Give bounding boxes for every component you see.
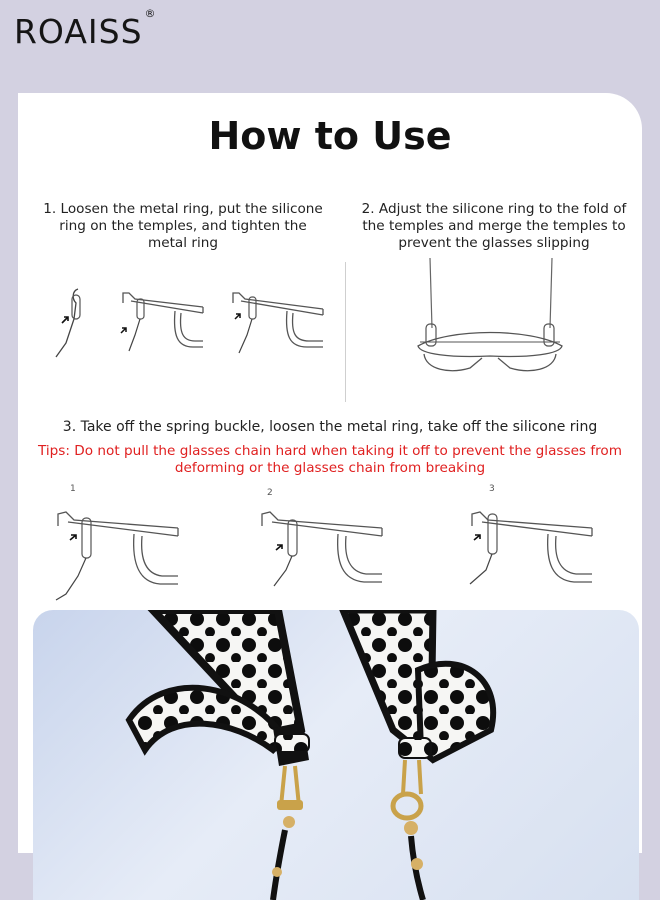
brand-logo [14,7,157,51]
step-3-label-3: 3 [489,484,495,494]
step-1-illustration-a [50,285,90,360]
step-1-text: 1. Loosen the metal ring, put the silicone ring on the temples, and tighten the metal ring [43,201,323,251]
tips-warning: Tips: Do not pull the glasses chain hard when taking it off to prevent the glasses from deforming or the glasses chain from breaking [38,443,622,476]
step-3-illustration-3 [462,500,594,590]
step-2-illustration [410,258,570,383]
step-1-illustration-c [225,285,325,360]
step-2-text: 2. Adjust the silicone ring to the fold of the temples and merge the temples to prevent the glasses slipping [361,201,627,251]
product-photo [33,610,639,900]
step-3-illustration-1 [48,500,180,605]
brand-name: ROAISS [14,12,143,51]
step-3-illustration-2 [252,500,384,590]
step-3-text: 3. Take off the spring buckle, loosen the metal ring, take off the silicone ring [62,419,598,435]
step-3-label-1: 1 [70,484,76,494]
step-3-label-2: 2 [267,488,273,498]
page-title: How to Use [208,114,452,158]
step-divider [345,262,346,402]
registered-mark: ® [144,7,157,20]
step-1-illustration-b [115,285,205,360]
